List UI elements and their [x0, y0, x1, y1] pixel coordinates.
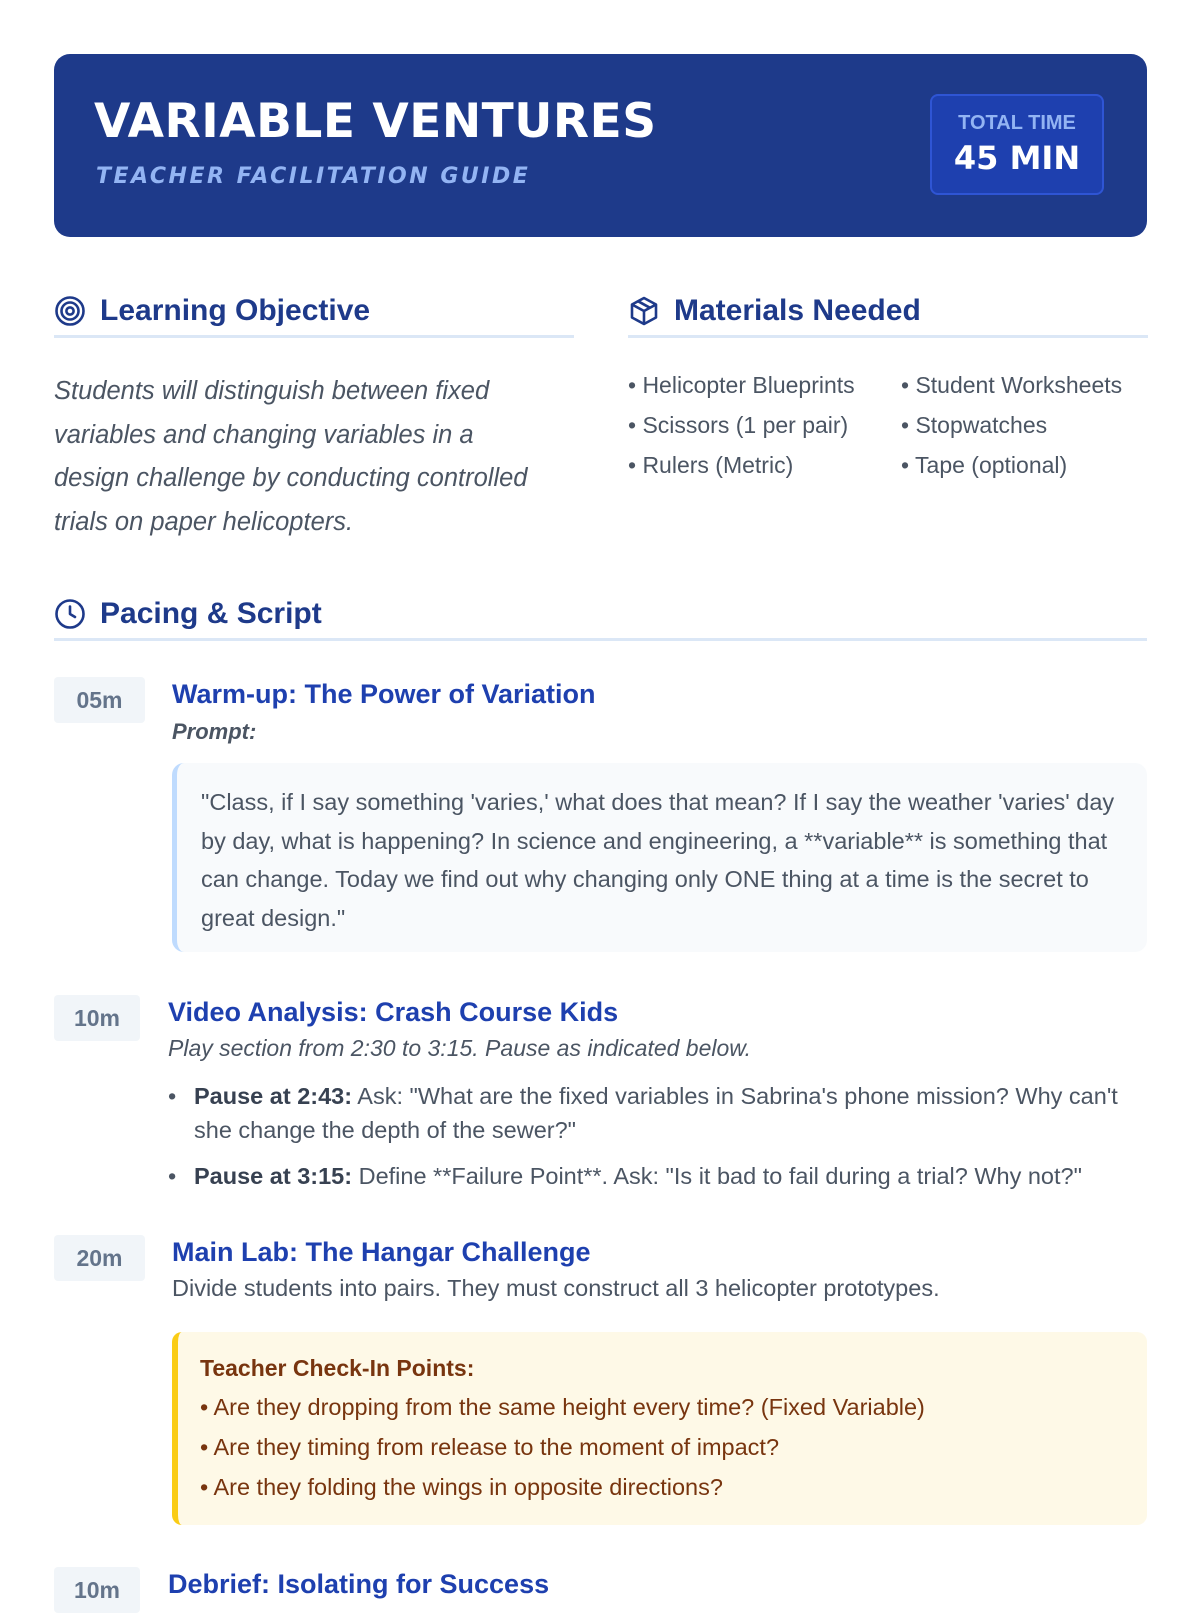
total-time-badge — [930, 94, 1104, 195]
video-instructions: Play section from 2:30 to 3:15. Pause as indicated below. — [168, 1035, 752, 1061]
pause-item — [168, 1159, 1148, 1193]
pacing-step-warmup — [54, 677, 1147, 957]
check-in-item: • Are they dropping from the same height every time? (Fixed Variable) — [200, 1394, 925, 1420]
materials-heading — [628, 286, 1148, 338]
material-item: • Rulers (Metric) — [628, 452, 794, 478]
prompt-label: Prompt: — [172, 719, 257, 744]
duration-badge: 10m — [54, 995, 140, 1041]
target-icon — [54, 295, 86, 327]
step-title: Main Lab: The Hangar Challenge — [172, 1237, 591, 1267]
material-item: • Stopwatches — [901, 412, 1048, 438]
header-banner — [54, 54, 1147, 237]
material-item: • Tape (optional) — [901, 452, 1068, 478]
pacing-heading — [54, 589, 1147, 641]
check-in-item: • Are they folding the wings in opposite directions? — [200, 1474, 723, 1500]
pacing-step-debrief — [54, 1567, 1147, 1607]
section-title: Materials Needed — [674, 293, 921, 327]
pacing-step-main-lab — [54, 1235, 1147, 1535]
duration-badge: 10m — [54, 1567, 140, 1613]
material-item: • Student Worksheets — [901, 372, 1123, 398]
clock-icon — [54, 598, 86, 630]
duration-badge: 05m — [54, 677, 145, 723]
pause-time: Pause at 3:15: — [194, 1163, 353, 1189]
guide-title: VARIABLE VENTURES — [94, 94, 657, 149]
step-title: Warm-up: The Power of Variation — [172, 679, 596, 709]
learning-objective-heading — [54, 286, 574, 338]
step-title: Video Analysis: Crash Course Kids — [168, 997, 619, 1027]
duration-badge: 20m — [54, 1235, 145, 1281]
total-time-value: 45 MIN — [953, 139, 1081, 177]
check-in-callout — [172, 1332, 1147, 1525]
guide-subtitle: TEACHER FACILITATION GUIDE — [96, 164, 531, 189]
facilitation-guide — [54, 54, 1147, 1603]
material-item: • Helicopter Blueprints — [628, 372, 855, 398]
material-item: • Scissors (1 per pair) — [628, 412, 849, 438]
pause-time: Pause at 2:43: — [194, 1083, 353, 1109]
check-in-title: Teacher Check-In Points: — [200, 1355, 475, 1381]
pacing-step-video — [54, 995, 1147, 1195]
prompt-quote: "Class, if I say something 'varies,' what does that mean? If I say the weather 'varies' day by day, what is happening? In science and engineering, a **variable** is something that can change. Today we find out why changing only ONE thing at a time is the secret to great design." — [172, 763, 1147, 952]
step-title: Debrief: Isolating for Success — [168, 1569, 550, 1599]
check-in-item: • Are they timing from release to the moment of impact? — [200, 1434, 780, 1460]
total-time-label: TOTAL TIME — [958, 112, 1076, 134]
materials-list — [628, 368, 1148, 482]
lab-description: Divide students into pairs. They must construct all 3 helicopter prototypes. — [172, 1275, 940, 1301]
pause-list — [168, 1079, 1148, 1205]
package-icon — [628, 295, 660, 327]
section-title: Learning Objective — [100, 293, 371, 327]
pause-item — [168, 1079, 1148, 1147]
objective-text: Students will distinguish between fixed variables and changing variables in a design challenge by conducting controlled trials on paper helicopters. — [54, 377, 528, 536]
section-title: Pacing & Script — [100, 596, 322, 630]
pause-question: Ask: "What are the fixed variables in Sabrina's phone mission? Why can't she change the depth of the sewer?" — [194, 1083, 1118, 1143]
pause-question: Define **Failure Point**. Ask: "Is it bad to fail during a trial? Why not?" — [352, 1163, 1082, 1189]
